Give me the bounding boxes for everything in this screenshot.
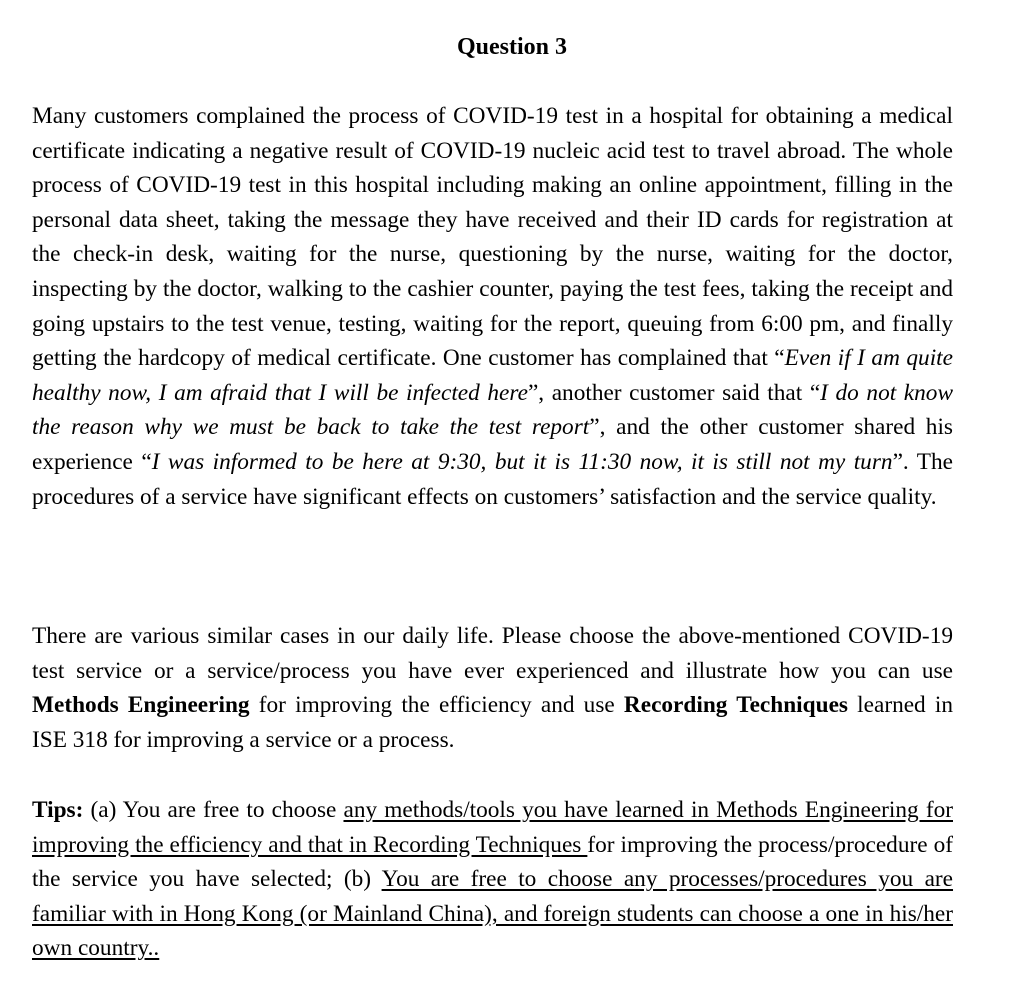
tips-text-2: for improving the process/procedure of the service you have selected; (b) (32, 831, 953, 893)
scenario-text-2: ”, another customer said that “ (527, 379, 821, 406)
scenario-paragraph (32, 99, 953, 514)
tips-text-1: (a) You are free to choose (83, 797, 344, 823)
tips-underlined-2: You are free to choose any processes/procedures you are familiar with in Hong Kong (or Mainland China), and foreign students can choose a one in his/her own country.. (32, 866, 954, 962)
scenario-text-4: ”. The procedures of a service have significant effects on customers’ satisfaction and the service quality. (32, 448, 953, 510)
task-text-1: There are various similar cases in our daily life. Please choose the above-mentioned COVID-19 test service or a service/process you have ever experienced and illustrate how you can use (32, 623, 953, 684)
recording-techniques-term: Recording Techniques (623, 692, 848, 719)
question-title: Question 3 (456, 34, 567, 60)
customer-quote-3: I was informed to be here at 9:30, but it is 11:30 now, it is still not my turn (151, 448, 893, 475)
task-paragraph (32, 619, 953, 757)
customer-quote-1: Even if I am quite healthy now, I am afraid that I will be infected here (32, 345, 953, 406)
tips-underlined-1: any methods/tools you have learned in Methods Engineering for improving the efficiency and that in Recording Techniques (32, 797, 953, 858)
scenario-text-1: Many customers complained the process of COVID-19 test in a hospital for obtaining a medical certificate indicating a negative result of COVID-19 nucleic acid test to travel abroad. The whole process of COVID-19 test in this hospital including making an online appointment, filling in the personal data sheet, taking the message they have received and their ID cards for registration at the check-in desk, waiting for the nurse, questioning by the nurse, waiting for the doctor, inspecting by the doctor, walking to the cashier counter, paying the test fees, taking the receipt and going upstairs to the test venue, testing, waiting for the report, queuing from 6:00 pm, and finally getting the hardcopy of medical certificate. One customer has complained that “ (32, 103, 953, 372)
customer-quote-2: I do not know the reason why we must be back to take the test report (32, 379, 953, 441)
scenario-text-3: ”, and the other customer shared his experience “ (32, 414, 953, 475)
tips-label: Tips: (32, 797, 84, 823)
task-text-3: learned in ISE 318 for improving a service or a process. (32, 692, 954, 753)
tips-paragraph (32, 793, 953, 966)
task-text-2: for improving the efficiency and use (249, 692, 624, 719)
methods-engineering-term: Methods Engineering (32, 692, 250, 719)
